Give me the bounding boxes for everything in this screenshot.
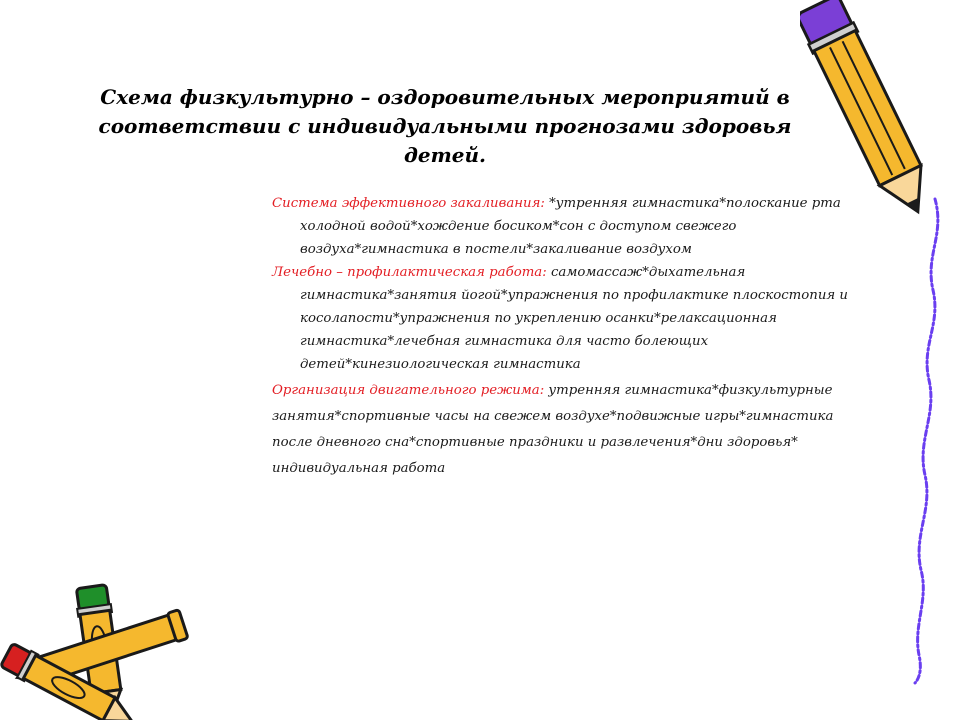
section-line: самомассаж*дыхательная bbox=[546, 265, 746, 280]
crossed-pencils-icon bbox=[0, 572, 200, 720]
squiggle-path bbox=[915, 199, 938, 683]
slide-title bbox=[60, 83, 830, 170]
section-label: Лечебно – профилактическая работа: bbox=[272, 265, 547, 280]
section-prevention bbox=[272, 261, 872, 376]
section-line: воздуха*гимнастика в постели*закаливание воздухом bbox=[300, 242, 692, 257]
section-line: индивидуальная работа bbox=[272, 461, 446, 476]
slide-body bbox=[272, 192, 872, 482]
section-line: *утренняя гимнастика*полоскание рта bbox=[544, 196, 841, 211]
section-motor-regime bbox=[272, 378, 872, 482]
section-line: утренняя гимнастика*физкультурные bbox=[544, 383, 833, 398]
squiggle-line-decoration bbox=[895, 195, 960, 685]
section-label: Организация двигательного режима: bbox=[272, 383, 545, 398]
section-line: косолапости*упражнения по укреплению осанки*релаксационная bbox=[300, 311, 777, 326]
section-hardening bbox=[272, 192, 872, 261]
section-line: гимнастика*лечебная гимнастика для часто болеющих bbox=[300, 334, 709, 349]
section-line: после дневного сна*спортивные праздники и развлечения*дни здоровья* bbox=[272, 435, 798, 450]
section-line: гимнастика*занятия йогой*упражнения по профилактике плоскостопия и bbox=[300, 288, 848, 303]
section-line: холодной водой*хождение босиком*сон с доступом свежего bbox=[300, 219, 737, 234]
section-line: детей*кинезиологическая гимнастика bbox=[300, 357, 581, 372]
title-line-1: Схема физкультурно – оздоровительных мероприятий в bbox=[100, 85, 790, 109]
section-first-line bbox=[272, 192, 872, 215]
section-first-line bbox=[272, 261, 872, 284]
section-first-line bbox=[272, 378, 872, 404]
section-label: Система эффективного закаливания: bbox=[272, 196, 545, 211]
title-line-2: соответствии с индивидуальными прогнозами здоровья детей. bbox=[98, 114, 792, 167]
section-line: занятия*спортивные часы на свежем воздухе*подвижные игры*гимнастика bbox=[272, 409, 834, 424]
